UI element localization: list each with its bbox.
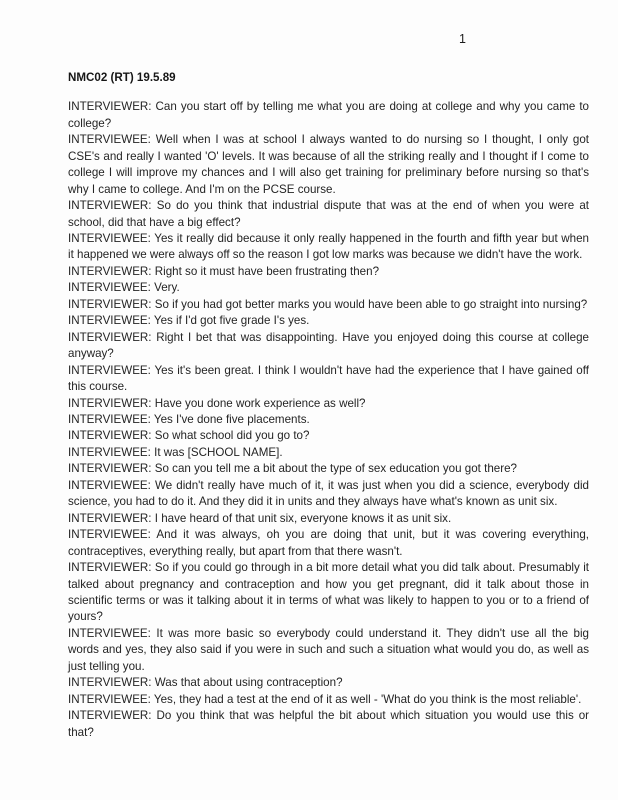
transcript-turn: INTERVIEWEE: Yes if I'd got five grade I's yes.	[68, 314, 310, 328]
transcript-turn: INTERVIEWER: I have heard of that unit six, everyone knows it as unit six.	[68, 511, 452, 525]
speaker-label: INTERVIEWER:	[68, 511, 155, 525]
transcript-turn: INTERVIEWER: Was that about using contraception?	[68, 676, 343, 690]
speaker-label: INTERVIEWER:	[68, 396, 155, 410]
speaker-label: INTERVIEWER:	[68, 330, 157, 344]
transcript-turn: INTERVIEWER: So can you tell me a bit about the type of sex education you got there?	[68, 462, 517, 476]
speaker-label: INTERVIEWEE:	[68, 692, 154, 706]
transcript-turn: INTERVIEWER: Can you start off by telling me what you are doing at college and why you came to college?	[68, 100, 589, 130]
speaker-label: INTERVIEWEE:	[68, 528, 157, 542]
transcript-turn: INTERVIEWER: Right I bet that was disappointing. Have you enjoyed doing this course at college anyway?	[68, 330, 589, 361]
speaker-label: INTERVIEWER:	[68, 429, 155, 443]
speaker-label: INTERVIEWEE:	[68, 363, 155, 377]
document-title: NMC02 (RT) 19.5.89	[68, 71, 176, 84]
speaker-label: INTERVIEWEE:	[68, 232, 155, 246]
transcript-content	[68, 70, 589, 741]
transcript-turn: INTERVIEWEE: Yes it really did because it only really happened in the fourth and fifth year but when it happened we were always off so the reason I got low marks was because we didn't have the work.	[68, 232, 589, 262]
speaker-label: INTERVIEWEE:	[68, 478, 155, 492]
transcript-turn: INTERVIEWEE: Well when I was at school I always wanted to do nursing so I thought, I only got CSE's and really I wanted 'O' levels. It was because of all the striking really and I thought if I come to college I will improve my chances and I will also get training for preliminary before nursing so that's why I came to college. And I'm on the PCSE course.	[68, 133, 589, 196]
speaker-label: INTERVIEWER:	[68, 462, 155, 476]
transcript-turn: INTERVIEWER: So if you had got better marks you would have been able to go straight into nursing?	[68, 297, 588, 311]
transcript-turn: INTERVIEWER: Have you done work experience as well?	[68, 396, 366, 410]
transcript-turn: INTERVIEWEE: Yes, they had a test at the end of it as well - 'What do you think is the most reliable'.	[68, 692, 582, 706]
page-number: 1	[459, 32, 466, 46]
speaker-label: INTERVIEWER:	[68, 100, 156, 114]
transcript-turn: INTERVIEWER: Right so it must have been frustrating then?	[68, 264, 380, 278]
transcript-turn: INTERVIEWEE: It was [SCHOOL NAME].	[68, 445, 283, 459]
speaker-label: INTERVIEWER:	[68, 709, 157, 723]
speaker-label: INTERVIEWEE:	[68, 626, 157, 640]
speaker-label: INTERVIEWER:	[68, 264, 155, 278]
transcript-turn: INTERVIEWER: Do you think that was helpful the bit about which situation you would use this or that?	[68, 709, 590, 739]
transcript-turn: INTERVIEWER: So do you think that industrial dispute that was at the end of when you were at school, did that have a big effect?	[68, 199, 589, 229]
transcript-turn: INTERVIEWEE: Yes I've done five placements.	[68, 413, 310, 427]
speaker-label: INTERVIEWER:	[68, 297, 155, 311]
transcript-turn: INTERVIEWER: So if you could go through in a bit more detail what you did talk about. Presumably it talked about pregnancy and contraception and how you get pregnant, did it talk about those in scientific terms or was it talking about it in terms of what was likely to happen to you or to a friend of yours?	[68, 561, 589, 624]
transcript-turn: INTERVIEWEE: We didn't really have much of it, it was just when you did a science, everybody did science, you had to do it. And they did it in units and they always have what's known as unit six.	[68, 478, 589, 509]
transcript-turn: INTERVIEWEE: Yes it's been great. I think I wouldn't have had the experience that I have gained off this course.	[68, 363, 589, 394]
transcript-turn: INTERVIEWEE: And it was always, oh you are doing that unit, but it was covering everything, contraceptives, everything really, but apart from that there wasn't.	[68, 528, 589, 558]
speaker-label: INTERVIEWER:	[68, 199, 157, 213]
transcript-body	[68, 99, 589, 741]
transcript-turn: INTERVIEWEE: Very.	[68, 281, 180, 295]
speaker-label: INTERVIEWER:	[68, 561, 155, 575]
speaker-label: INTERVIEWER:	[68, 676, 155, 690]
speaker-label: INTERVIEWEE:	[68, 133, 156, 147]
speaker-label: INTERVIEWEE:	[68, 281, 155, 295]
transcript-turn: INTERVIEWEE: It was more basic so everybody could understand it. They didn't use all the big words and yes, they also said if you were in such and such a situation what would you do, as well as just telling you.	[68, 626, 589, 673]
speaker-label: INTERVIEWEE:	[68, 314, 154, 328]
speaker-label: INTERVIEWEE:	[68, 413, 154, 427]
transcript-turn: INTERVIEWER: So what school did you go to?	[68, 429, 310, 443]
speaker-label: INTERVIEWEE:	[68, 445, 155, 459]
